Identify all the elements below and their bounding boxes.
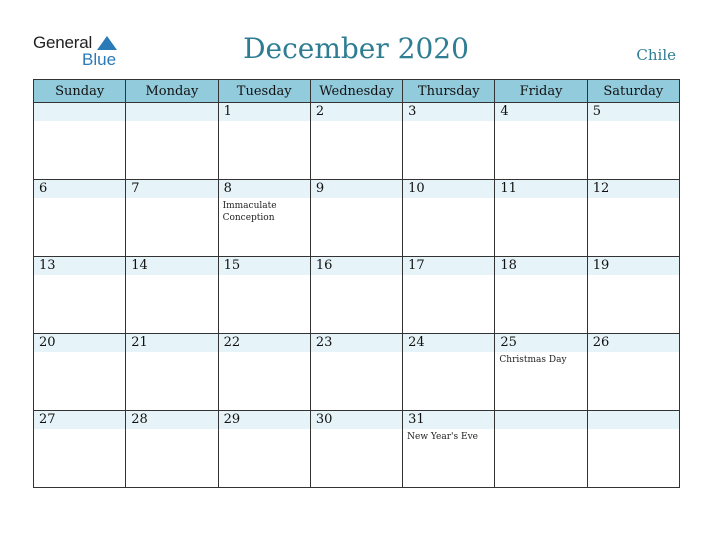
day-number: 24 — [408, 335, 425, 350]
day-number: 15 — [223, 258, 241, 273]
day-number: 20 — [39, 335, 56, 350]
day-cell — [495, 257, 587, 334]
day-cell — [126, 411, 218, 488]
day-cell — [126, 257, 218, 334]
logo-text-blue: Blue — [82, 50, 117, 69]
day-number: 14 — [131, 258, 148, 273]
day-number: 17 — [408, 258, 425, 273]
day-cell — [34, 257, 126, 334]
day-cell — [218, 180, 310, 257]
day-cell — [403, 334, 495, 411]
country-label: Chile — [636, 46, 676, 64]
calendar-grid — [33, 79, 680, 488]
day-cell — [310, 334, 402, 411]
day-cell-band — [311, 180, 402, 198]
day-cell-band — [34, 103, 125, 121]
day-cell — [126, 334, 218, 411]
day-number: 8 — [223, 181, 232, 196]
weekday-tuesday: Tuesday — [218, 80, 310, 103]
day-number: 2 — [315, 104, 325, 119]
logo-text-general: General — [33, 33, 93, 52]
holiday-label: Immaculate Conception — [222, 201, 277, 223]
day-cell-band — [588, 103, 679, 121]
day-cell — [34, 180, 126, 257]
day-number: 31 — [408, 412, 425, 427]
weekday-monday: Monday — [126, 80, 218, 103]
day-number: 22 — [223, 335, 241, 350]
day-cell — [126, 103, 218, 180]
day-cell — [34, 334, 126, 411]
day-cell — [126, 180, 218, 257]
week-row — [34, 180, 680, 257]
day-cell — [587, 180, 679, 257]
day-cell — [495, 334, 587, 411]
day-cell — [310, 411, 402, 488]
day-number: 29 — [223, 412, 241, 427]
day-cell — [310, 180, 402, 257]
day-number: 5 — [592, 104, 601, 119]
day-cell — [495, 103, 587, 180]
day-number: 9 — [315, 181, 325, 196]
day-cell — [403, 103, 495, 180]
day-cell-band — [403, 103, 494, 121]
day-number: 26 — [592, 335, 610, 350]
day-number: 4 — [500, 104, 509, 119]
day-cell — [310, 257, 402, 334]
day-cell — [587, 257, 679, 334]
day-cell — [218, 411, 310, 488]
day-number: 30 — [315, 412, 333, 427]
weekday-thursday: Thursday — [403, 80, 495, 103]
day-number: 11 — [500, 181, 517, 196]
day-cell-band — [588, 411, 679, 429]
day-cell-band — [34, 180, 125, 198]
week-row — [34, 334, 680, 411]
holiday-label: Christmas Day — [499, 355, 567, 365]
day-cell — [587, 411, 679, 488]
day-number: 1 — [223, 104, 232, 119]
weekday-sunday: Sunday — [34, 80, 126, 103]
holiday-label: New Year's Eve — [407, 432, 478, 442]
weekday-friday: Friday — [495, 80, 587, 103]
day-cell-band — [311, 103, 402, 121]
day-cell — [403, 180, 495, 257]
day-cell-band — [495, 103, 586, 121]
day-cell-band — [495, 411, 586, 429]
day-cell — [587, 103, 679, 180]
day-number: 18 — [500, 258, 517, 273]
day-cell — [495, 411, 587, 488]
day-cell — [218, 334, 310, 411]
day-cell — [34, 103, 126, 180]
week-row — [34, 103, 680, 180]
day-number: 16 — [315, 258, 333, 273]
day-cell-band — [219, 180, 310, 198]
day-number: 3 — [408, 104, 417, 119]
day-cell — [310, 103, 402, 180]
calendar-title: December 2020 — [243, 32, 469, 65]
day-cell-band — [219, 103, 310, 121]
day-number: 10 — [408, 181, 425, 196]
day-number: 23 — [315, 335, 333, 350]
day-cell — [34, 411, 126, 488]
day-cell-band — [126, 103, 217, 121]
day-number: 21 — [131, 335, 148, 350]
day-number: 19 — [592, 258, 610, 273]
weekday-header-row — [34, 80, 680, 103]
day-cell — [403, 411, 495, 488]
day-number: 25 — [500, 335, 517, 350]
day-cell — [495, 180, 587, 257]
week-row — [34, 257, 680, 334]
day-cell-band — [126, 180, 217, 198]
weekday-saturday: Saturday — [587, 80, 679, 103]
day-number: 27 — [39, 412, 56, 427]
day-cell — [218, 257, 310, 334]
day-number: 12 — [592, 181, 610, 196]
day-cell — [587, 334, 679, 411]
week-row — [34, 411, 680, 488]
day-cell — [403, 257, 495, 334]
day-number: 7 — [131, 181, 140, 196]
day-number: 28 — [131, 412, 148, 427]
day-number: 6 — [39, 181, 48, 196]
weekday-wednesday: Wednesday — [310, 80, 402, 103]
day-cell — [218, 103, 310, 180]
day-number: 13 — [39, 258, 56, 273]
